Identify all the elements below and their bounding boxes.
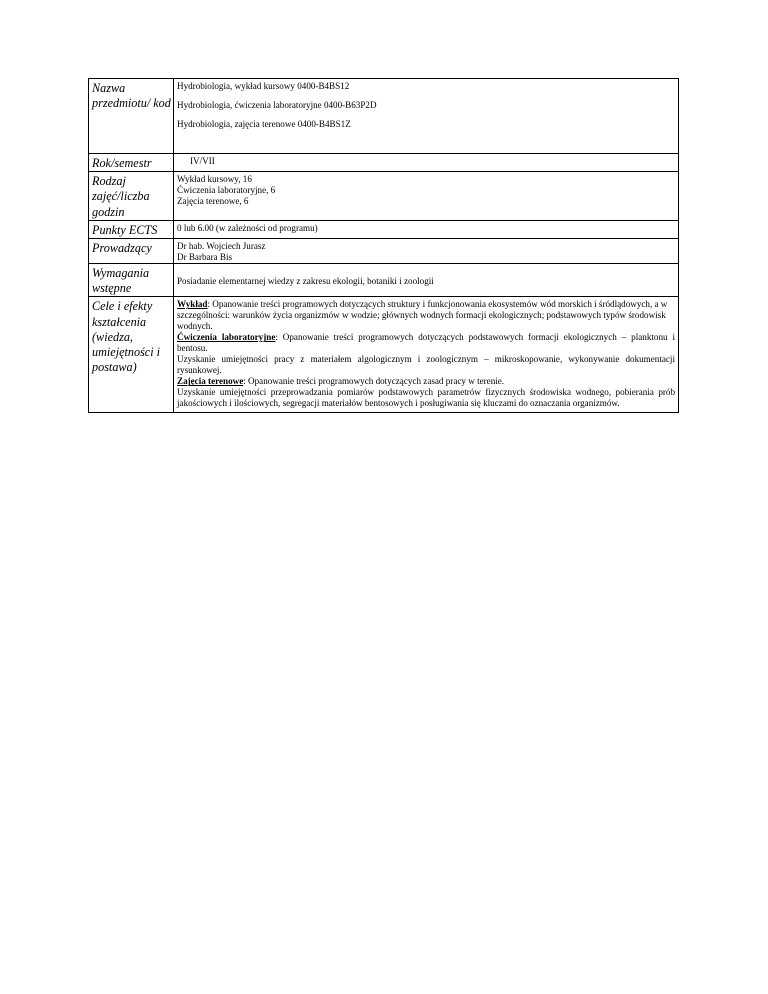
course-syllabus-table — [88, 78, 679, 413]
lab-text: : Opanowanie treści programowych dotyczących podstawowych formacji ekologicznych – planktonu i bentosu. — [177, 332, 675, 354]
course-name-label: Nazwa przedmiotu/ kod — [89, 79, 174, 154]
year-semester-label: Rok/semestr — [89, 154, 174, 172]
row-prerequisites — [89, 264, 679, 297]
row-year-semester — [89, 154, 679, 172]
learning-outcomes-value — [174, 297, 679, 413]
hours-field: Zajęcia terenowe, 6 — [177, 196, 249, 207]
prerequisites-value: Posiadanie elementarnej wiedzy z zakresu ekologii, botaniki i zoologii — [174, 264, 679, 297]
course-code-lecture: Hydrobiologia, wykład kursowy 0400-B4BS12 — [177, 81, 350, 91]
lecture-text: : Opanowanie treści programowych dotyczących struktury i funkcjonowania ekosystemów wód morskich i śródlądowych, a w szczególności: warunków życia organizmów w wodzie; głównych wodnych formacji ekologicznych; podstawowych typów środowisk wodnych. — [177, 299, 668, 332]
class-hours-label: Rodzaj zajęć/liczba godzin — [89, 172, 174, 221]
prerequisites-label: Wymagania wstępne — [89, 264, 174, 297]
outcome-field-skill: Uzyskanie umiejętności przeprowadzania pomiarów podstawowych parametrów fizycznych środowiska wodnego, pobierania prób jakościowych i ilościowych, segregacji materiałów bentosowych i posługiwania się kluczami do oznaczania organizmów. — [177, 387, 675, 409]
lecture-term: Wykład — [177, 299, 208, 310]
hours-lecture: Wykład kursowy, 16 — [177, 174, 252, 185]
hours-lab: Ćwiczenia laboratoryjne, 6 — [177, 185, 276, 196]
instructors-label: Prowadzący — [89, 239, 174, 264]
course-name-value — [174, 79, 679, 154]
outcome-field — [177, 376, 675, 387]
row-course-name — [89, 79, 679, 154]
outcome-lab-skill: Uzyskanie umiejętności pracy z materiałem algologicznym i zoologicznym – mikroskopowanie, wykonywanie dokumentacji rysunkowej. — [177, 354, 675, 376]
outcome-lecture — [177, 299, 675, 332]
row-class-hours — [89, 172, 679, 221]
row-ects — [89, 220, 679, 238]
learning-outcomes-label: Cele i efekty kształcenia (wiedza, umiejętności i postawa) — [89, 297, 174, 413]
ects-value: 0 lub 6.00 (w zależności od programu) — [174, 220, 679, 238]
course-code-field: Hydrobiologia, zajęcia terenowe 0400-B4BS1Z — [177, 119, 351, 129]
year-semester-value: IV/VII — [174, 154, 679, 172]
row-instructors — [89, 239, 679, 264]
field-term: Zajęcia terenowe — [177, 376, 244, 387]
field-text: : Opanowanie treści programowych dotyczących zasad pracy w terenie. — [243, 376, 505, 387]
instructors-value — [174, 239, 679, 264]
lab-term: Ćwiczenia laboratoryjne — [177, 332, 276, 343]
instructor-1: Dr hab. Wojciech Jurasz — [177, 241, 266, 252]
ects-label: Punkty ECTS — [89, 220, 174, 238]
outcome-lab — [177, 332, 675, 354]
course-code-lab: Hydrobiologia, ćwiczenia laboratoryjne 0400-B63P2D — [177, 100, 377, 110]
class-hours-value — [174, 172, 679, 221]
row-learning-outcomes — [89, 297, 679, 413]
instructor-2: Dr Barbara Bis — [177, 252, 233, 263]
